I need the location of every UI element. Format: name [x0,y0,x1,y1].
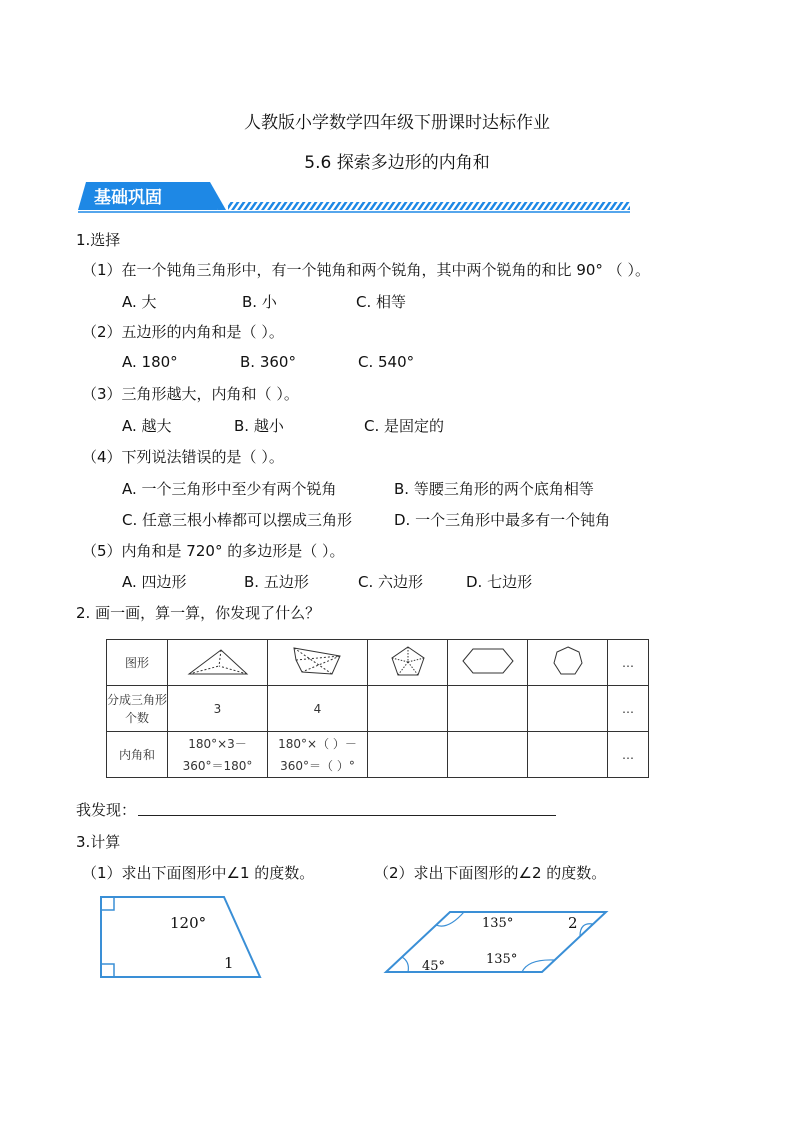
q1-2-option-c: C. 540° [358,353,415,371]
q1-4-option-b: B. 等腰三角形的两个底角相等 [394,480,594,498]
angle-45-label: 45° [422,959,446,974]
sum-line: 180°×3－ [188,736,247,751]
q1-1-option-a: A. 大 [122,293,157,311]
page-subtitle: 5.6 探索多边形的内角和 [304,153,490,173]
page-title: 人教版小学数学四年级下册课时达标作业 [244,113,550,133]
sum-line: 360°＝（ ）° [280,758,355,773]
q1-2-option-a: A. 180° [122,353,178,371]
sum-pentagon[interactable] [268,732,368,778]
shape-pentagon-irregular [268,640,368,686]
q1-1-stem: （1）在一个钝角三角形中，有一个钝角和两个锐角，其中两个锐角的和比 90° （ ）。 [82,261,650,279]
angle-120-label: 120° [170,914,207,932]
q3-heading: 3.计算 [76,833,121,851]
shape-pentagon [368,640,448,686]
count-quadrilateral: 3 [168,686,268,732]
q1-3-option-a: A. 越大 [122,417,172,435]
shape-hexagon [448,640,528,686]
ellipsis-cell: … [608,686,649,732]
q3-part2: （2）求出下面图形的∠2 的度数。 [374,864,607,882]
q1-5-option-a: A. 四边形 [122,573,187,591]
angle-1-label: 1 [224,954,234,972]
count-pentagon: 4 [268,686,368,732]
angle-135-bottom-label: 135° [486,952,518,967]
sum-empty[interactable] [528,732,608,778]
ellipsis-cell: … [608,640,649,686]
q1-4-stem: （4）下列说法错误的是（ ）。 [82,448,284,466]
sum-line: 180°×（ ）－ [278,736,357,751]
q1-4-option-c: C. 任意三根小棒都可以摆成三角形 [122,511,353,529]
q1-1-option-b: B. 小 [242,293,277,311]
banner-label: 基础巩固 [94,188,162,208]
count-empty[interactable] [448,686,528,732]
q1-3-stem: （3）三角形越大，内角和（ ）。 [82,385,299,403]
q1-4-option-d: D. 一个三角形中最多有一个钝角 [394,511,611,529]
q1-5-stem: （5）内角和是 720° 的多边形是（ ）。 [82,542,345,560]
q1-3-option-b: B. 越小 [234,417,284,435]
row-label-shape: 图形 [107,640,168,686]
find-label: 我发现： [76,801,137,819]
q3-part1: （1）求出下面图形中∠1 的度数。 [82,864,315,882]
q1-5-option-d: D. 七边形 [466,573,533,591]
q1-1-option-c: C. 相等 [356,293,407,311]
q1-3-option-c: C. 是固定的 [364,417,445,435]
angle-2-label: 2 [568,914,578,932]
q1-2-option-b: B. 360° [240,353,296,371]
count-empty[interactable] [368,686,448,732]
find-answer-line[interactable] [138,815,556,816]
sum-quadrilateral [168,732,268,778]
section-banner [78,180,638,214]
ellipsis-cell: … [608,732,649,778]
shape-heptagon [528,640,608,686]
polygon-table [106,639,649,778]
q1-5-option-b: B. 五边形 [244,573,309,591]
q1-heading: 1.选择 [76,231,121,249]
shape-quadrilateral [168,640,268,686]
sum-empty[interactable] [448,732,528,778]
figure-parallelogram [382,908,610,978]
sum-empty[interactable] [368,732,448,778]
sum-line: 360°＝180° [182,758,253,773]
row-label-angle-sum: 内角和 [107,732,168,778]
count-empty[interactable] [528,686,608,732]
q1-2-stem: （2）五边形的内角和是（ ）。 [82,323,284,341]
figure-trapezoid [96,892,266,982]
q1-5-option-c: C. 六边形 [358,573,424,591]
row-label-triangle-count: 分成三角形个数 [107,686,168,732]
q2-heading: 2. 画一画，算一算，你发现了什么？ [76,604,321,622]
angle-135-top-label: 135° [482,916,514,931]
q1-4-option-a: A. 一个三角形中至少有两个锐角 [122,480,337,498]
